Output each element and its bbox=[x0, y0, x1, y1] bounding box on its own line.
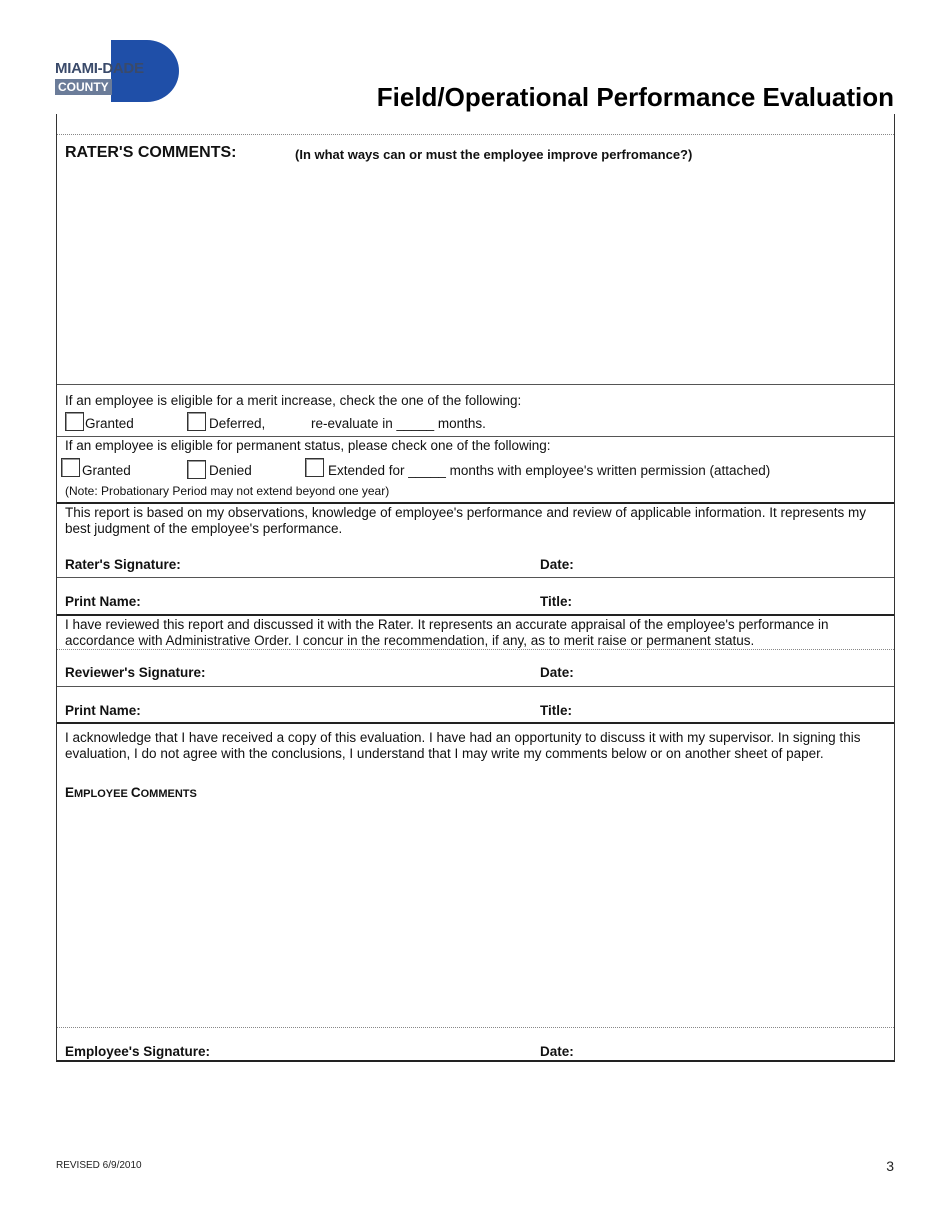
permanent-extended-label: Extended for _____ months with employee's written permission (attached) bbox=[328, 463, 771, 478]
divider bbox=[57, 614, 894, 616]
heading-initial: E bbox=[65, 785, 75, 800]
merit-reevaluate-text: re-evaluate in _____ months. bbox=[311, 416, 486, 431]
rater-comments-prompt: (In what ways can or must the employee improve perfromance?) bbox=[295, 147, 693, 162]
divider bbox=[57, 384, 894, 385]
merit-deferred-label: Deferred, bbox=[209, 416, 266, 431]
rater-title-label: Title: bbox=[540, 594, 573, 609]
merit-deferred-checkbox[interactable] bbox=[187, 412, 206, 431]
merit-question: If an employee is eligible for a merit increase, check the one of the following: bbox=[65, 393, 522, 408]
reviewer-date-label: Date: bbox=[540, 665, 574, 680]
logo-text-top: MIAMI-DADE bbox=[55, 60, 144, 77]
page-title: Field/Operational Performance Evaluation bbox=[376, 82, 894, 112]
permanent-question: If an employee is eligible for permanent status, please check one of the following: bbox=[65, 438, 551, 453]
probation-note: (Note: Probationary Period may not extend beyond one year) bbox=[65, 484, 390, 498]
permanent-granted-label: Granted bbox=[82, 463, 131, 478]
employee-comments-heading bbox=[65, 785, 197, 802]
permanent-denied-checkbox[interactable] bbox=[187, 460, 206, 479]
divider bbox=[57, 502, 894, 504]
divider bbox=[57, 1027, 894, 1028]
miami-dade-logo bbox=[55, 40, 183, 102]
divider bbox=[57, 577, 894, 578]
divider bbox=[57, 722, 894, 724]
page-number: 3 bbox=[886, 1158, 894, 1174]
rater-comments-heading: RATER'S COMMENTS: bbox=[65, 144, 237, 161]
reviewer-statement: I have reviewed this report and discussed it with the Rater. It represents an accurate appraisal of the employee's performance in accordance with Administrative Order. I concur in the recommendation, if any, as to merit raise or permanent status. bbox=[65, 617, 829, 648]
heading-rest: MPLOYEE bbox=[74, 788, 131, 800]
divider bbox=[57, 649, 894, 650]
employee-signature-label: Employee's Signature: bbox=[65, 1044, 210, 1059]
reviewer-print-name-label: Print Name: bbox=[65, 703, 141, 718]
permanent-granted-checkbox[interactable] bbox=[61, 458, 80, 477]
divider bbox=[57, 686, 894, 687]
divider bbox=[57, 436, 894, 437]
merit-granted-label: Granted bbox=[85, 416, 134, 431]
divider bbox=[57, 134, 894, 135]
rater-date-label: Date: bbox=[540, 557, 574, 572]
heading-initial: C bbox=[130, 785, 141, 800]
revision-date: REVISED 6/9/2010 bbox=[56, 1160, 142, 1171]
logo-text-bottom: COUNTY bbox=[55, 79, 112, 95]
rater-print-name-label: Print Name: bbox=[65, 594, 141, 609]
rater-statement: This report is based on my observations, knowledge of employee's performance and review of applicable information. It represents my best judgment of the employee's performance. bbox=[65, 505, 866, 536]
employee-comments-area[interactable] bbox=[65, 809, 886, 1024]
heading-rest: OMMENTS bbox=[140, 788, 197, 800]
reviewer-signature-label: Reviewer's Signature: bbox=[65, 665, 206, 680]
permanent-extended-checkbox[interactable] bbox=[305, 458, 324, 477]
permanent-denied-label: Denied bbox=[209, 463, 252, 478]
employee-date-label: Date: bbox=[540, 1044, 574, 1059]
rater-signature-label: Rater's Signature: bbox=[65, 557, 181, 572]
evaluation-form bbox=[56, 114, 895, 1062]
reviewer-title-label: Title: bbox=[540, 703, 573, 718]
employee-statement: I acknowledge that I have received a copy of this evaluation. I have had an opportunity to discuss it with my supervisor. In signing this evaluation, I do not agree with the conclusions, I understand that I may write my comments below or on another sheet of paper. bbox=[65, 730, 861, 761]
rater-comments-area[interactable] bbox=[65, 170, 886, 380]
merit-granted-checkbox[interactable] bbox=[65, 412, 84, 431]
